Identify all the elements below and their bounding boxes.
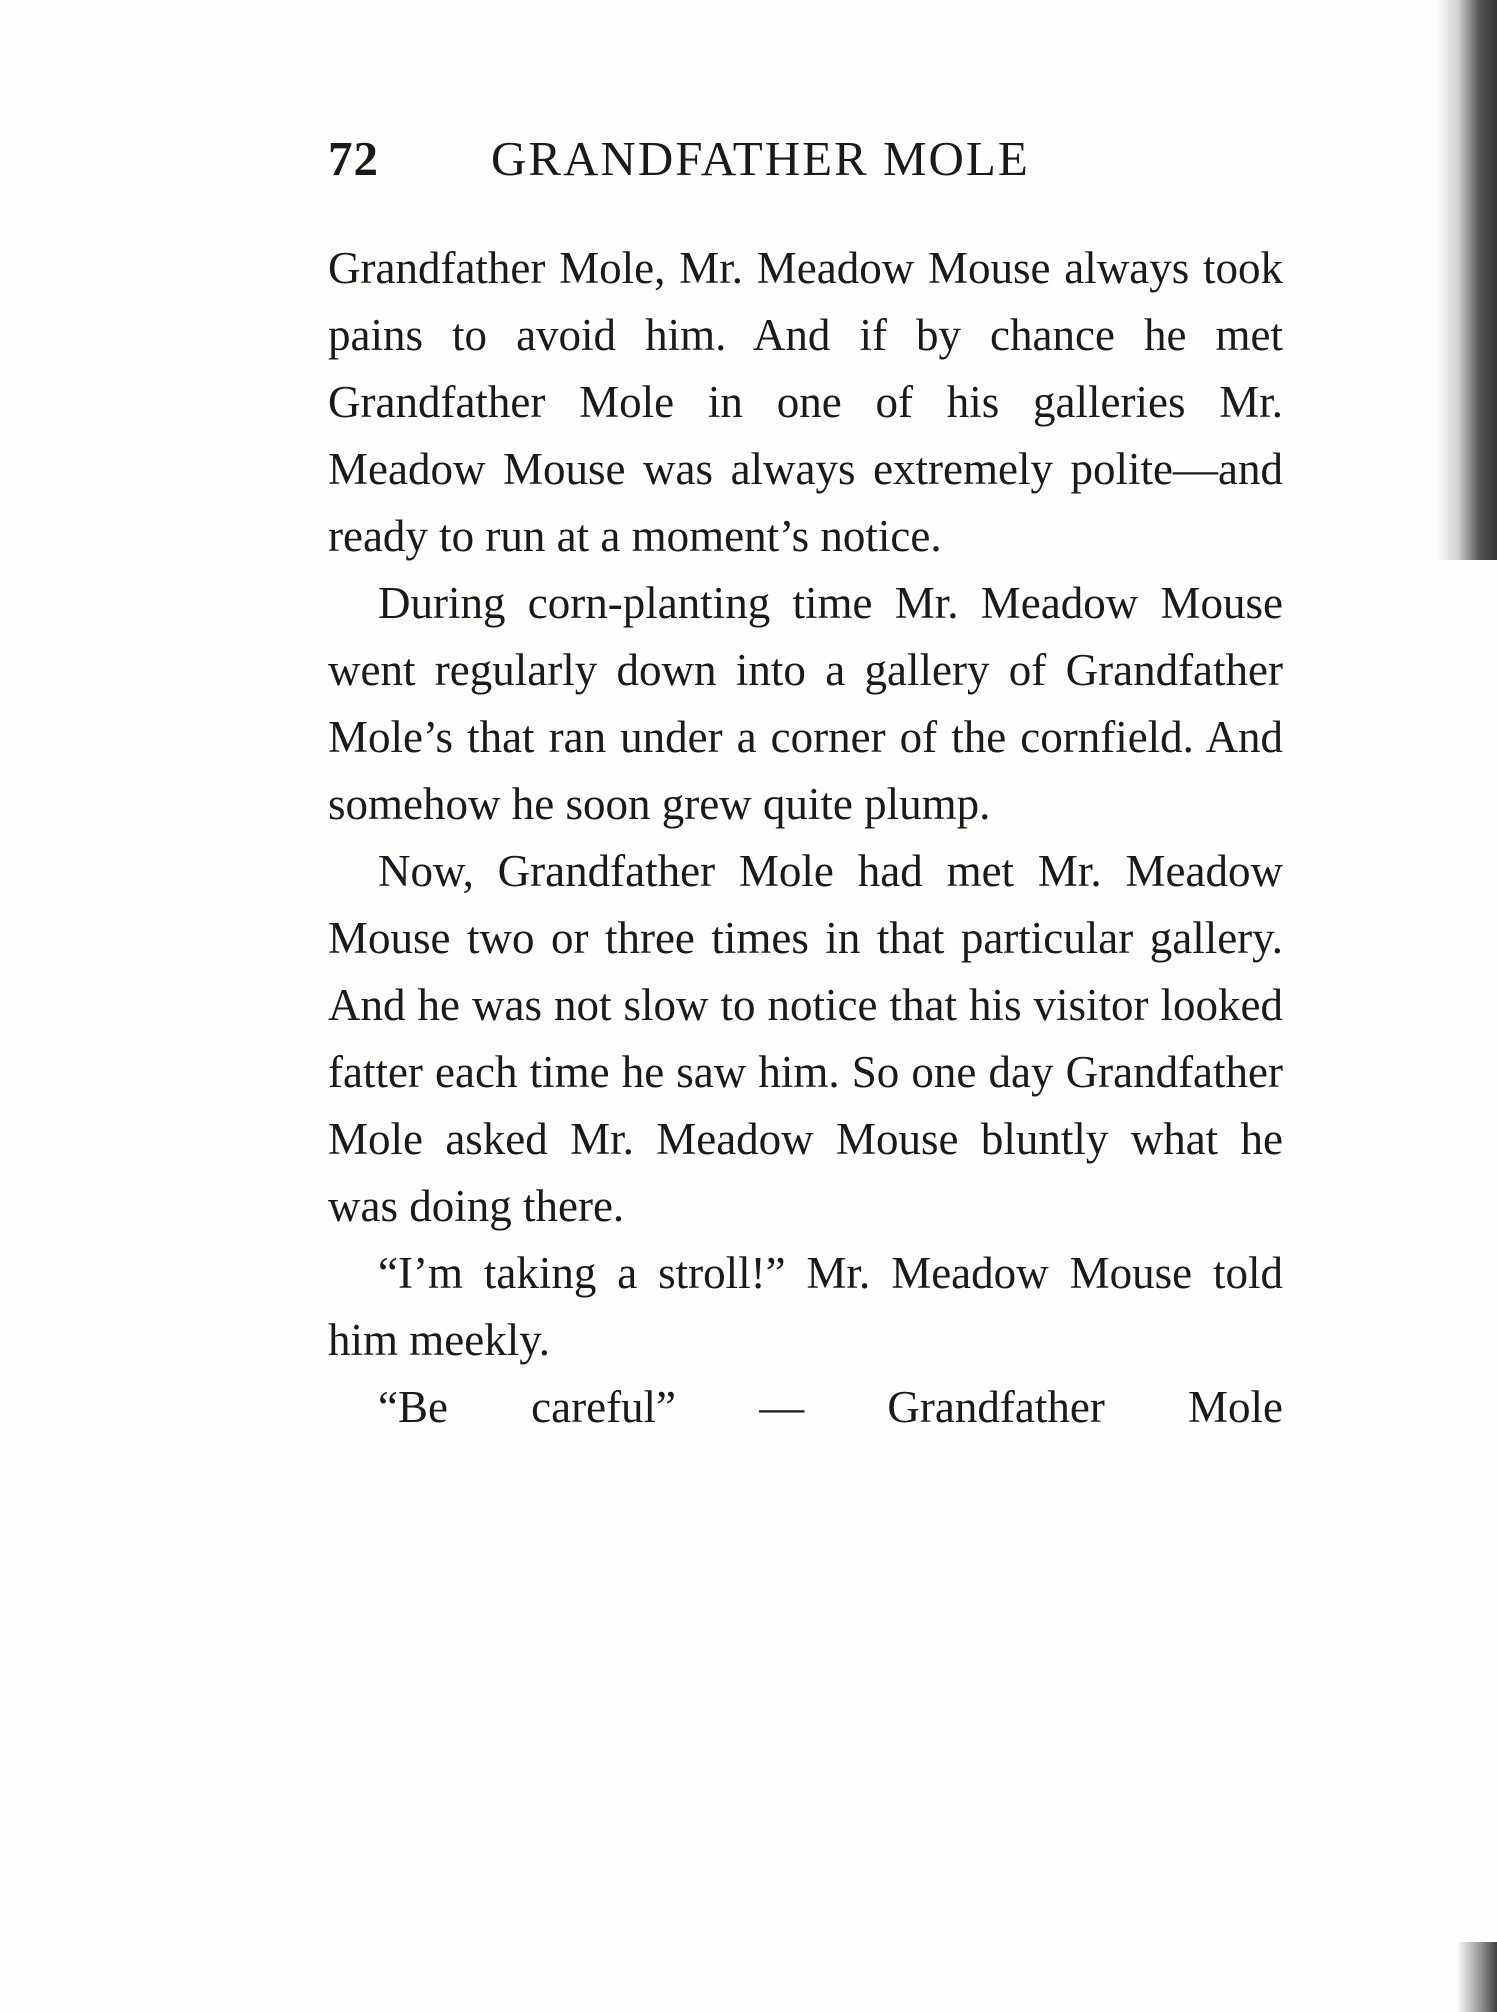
- paragraph: “I’m taking a stroll!” Mr. Meadow Mouse told him meekly.: [328, 1248, 1283, 1365]
- page-edge-shadow-bottom: [1457, 1942, 1497, 2012]
- body-text: [328, 235, 1283, 1441]
- page-edge-shadow: [1437, 0, 1497, 560]
- running-title: GRANDFATHER MOLE: [491, 131, 1030, 186]
- paragraph: During corn-planting time Mr. Meadow Mouse went regularly down into a gallery of Grandfather Mole’s that ran under a corner of the cornfield. And somehow he soon grew quite plump.: [328, 578, 1283, 829]
- running-header: [328, 130, 1188, 200]
- paragraph: Now, Grandfather Mole had met Mr. Meadow Mouse two or three times in that particular gallery. And he was not slow to notice that his visitor looked fatter each time he saw him. So one day Grandfather Mole asked Mr. Meadow Mouse bluntly what he was doing there.: [328, 846, 1283, 1231]
- paragraph: Grandfather Mole, Mr. Meadow Mouse always took pains to avoid him. And if by chance he met Grandfather Mole in one of his galleries Mr. Meadow Mouse was always extremely polite—and ready to run at a moment’s notice.: [328, 243, 1283, 561]
- page-number: 72: [328, 131, 379, 186]
- paragraph: “Be careful” — Grandfather Mole: [378, 1382, 1283, 1432]
